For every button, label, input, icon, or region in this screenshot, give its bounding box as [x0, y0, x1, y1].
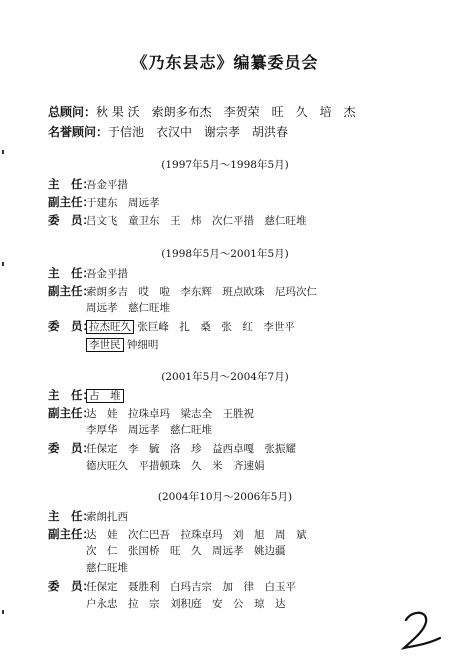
deputy-label: 副主任：: [48, 284, 94, 298]
deputy-label: 副主任：: [48, 527, 94, 541]
scan-speck: [2, 610, 4, 614]
director-label: 主 任：: [48, 266, 94, 280]
term-1-deputy-row: [48, 194, 160, 210]
term-2-deputy: 索朗多吉 哎 啦 李东辉 班点欧珠 尼玛次仁: [86, 286, 317, 298]
term-1-deputy: 于建东 周远孝: [86, 197, 160, 209]
deputy-label: 副主任：: [48, 195, 94, 209]
term-1-period: (1997年5月～1998年5月): [161, 159, 289, 171]
scan-speck: [2, 262, 4, 266]
page-title: 《乃东县志》编纂委员会: [131, 53, 319, 72]
term-3-director: 占 堆: [86, 389, 124, 403]
term-4-director: 索朗扎西: [86, 511, 128, 523]
term-4-period: (2004年10月～2006年5月): [157, 491, 293, 503]
term-2-members-row: [48, 318, 295, 334]
term-1-director-row: [48, 176, 128, 192]
term-3-deputy-row: [48, 405, 254, 421]
members-label: 委 员：: [48, 319, 94, 333]
director-label: 主 任：: [48, 509, 94, 523]
term-4-members-cont: 户永忠 拉 宗 刘积庭 安 公 琼 达: [86, 598, 286, 610]
term-4-members-row: [48, 578, 296, 594]
term-2-members-cont-boxed: 李世民: [86, 338, 124, 352]
term-3-members-row: [48, 440, 296, 456]
term-1-members: 吕文飞 童卫东 王 炜 次仁平措 慈仁旺堆: [86, 215, 307, 227]
term-2-deputy-row: [48, 283, 317, 299]
term-2-members-boxed: 拉杰旺久: [86, 320, 134, 334]
honorary-advisors-names: 于信池 衣汉中 谢宗孝 胡洪春: [108, 125, 289, 139]
term-2-director-row: [48, 265, 128, 281]
term-2-members-cont: 钟细明: [126, 339, 159, 351]
chief-advisors-names: 秋 果 沃 索朗多布杰 李贺荣 旺 久 培 杰: [96, 105, 356, 119]
term-2-director: 吾金平措: [86, 268, 128, 280]
director-label: 主 任：: [48, 388, 94, 402]
director-label: 主 任：: [48, 177, 94, 191]
term-3-members: 任保定 李 毓 洛 珍 益西卓嘎 张振耀: [86, 443, 296, 455]
deputy-label: 副主任：: [48, 406, 94, 420]
term-4-deputy: 达 娃 次仁巴吾 拉珠卓玛 刘 旭 周 斌: [86, 529, 307, 541]
term-3-period: (2001年5月～2004年7月): [161, 371, 289, 383]
members-label: 委 员：: [48, 213, 94, 227]
members-label: 委 员：: [48, 579, 94, 593]
term-3-deputy-cont: 李厚华 周远孝 慈仁旺堆: [86, 424, 212, 436]
handwritten-page-mark: [398, 608, 444, 652]
term-4-members: 任保定 聂胜利 白玛吉宗 加 律 白玉平: [86, 581, 296, 593]
term-2-period: (1998年5月～2001年5月): [161, 248, 289, 260]
term-4-deputy-row: [48, 526, 307, 542]
term-4-director-row: [48, 508, 128, 524]
honorary-advisors-line: [48, 123, 288, 140]
members-label: 委 员：: [48, 441, 94, 455]
term-3-director-row: [48, 387, 124, 403]
chief-advisors-label: 总顾问：: [48, 105, 97, 119]
scan-speck: [2, 150, 4, 154]
term-4-deputy-cont2: 慈仁旺堆: [86, 562, 128, 574]
term-3-members-cont: 德庆旺久 平措顿珠 久 米 齐速娟: [86, 460, 265, 472]
honorary-advisors-label: 名誉顾问：: [48, 125, 109, 139]
chief-advisors-line: [48, 103, 356, 120]
term-2-members-cont-row: [86, 337, 158, 353]
term-2-members: 张巨峰 扎 桑 张 红 李世平: [137, 321, 295, 333]
term-1-members-row: [48, 212, 307, 228]
term-1-director: 吾金平措: [86, 179, 128, 191]
term-4-deputy-cont: 次 仁 张国桥 旺 久 周远孝 姚边疆: [86, 545, 286, 557]
term-3-deputy: 达 娃 拉珠卓玛 梁志全 王胜祝: [86, 408, 254, 420]
term-2-deputy-cont: 周远孝 慈仁旺堆: [86, 302, 170, 314]
